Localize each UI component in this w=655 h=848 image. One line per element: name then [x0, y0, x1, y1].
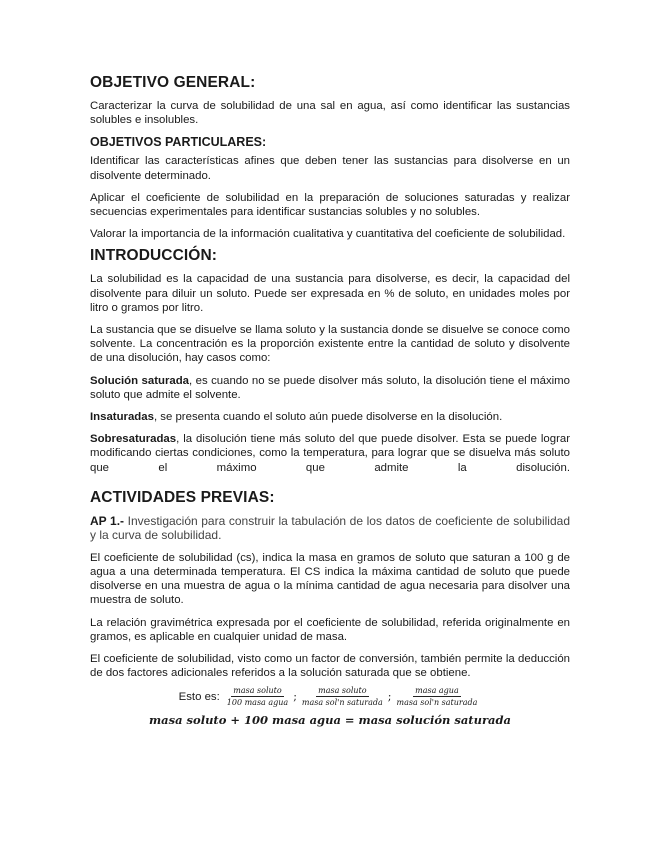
insaturadas-text: , se presenta cuando el soluto aún puede disolverse en la disolución. [153, 411, 503, 424]
ap1-label: AP 1.- [90, 513, 125, 528]
saturada-paragraph [90, 374, 570, 402]
objetivo-particular-3: Valorar la importancia de la información cualitativa y cuantitativa del coeficiente de solubilidad. [90, 228, 566, 241]
sobresaturadas-paragraph [90, 432, 570, 475]
formula-prefix: Esto es: [178, 690, 220, 703]
insaturadas-paragraph [90, 410, 570, 424]
fraction-separator: ; [387, 690, 392, 704]
objetivos-particulares-heading: OBJETIVOS PARTICULARES: [90, 135, 267, 150]
fraction-numerator: masa soluto [318, 686, 367, 696]
fraction-numerator: masa agua [415, 686, 459, 696]
introduccion-heading: INTRODUCCIÓN: [90, 247, 218, 265]
sobresaturadas-term: Sobresaturadas [90, 433, 177, 446]
fraction-agua-solucion [395, 686, 480, 707]
fraction-denominator: masa sol'n saturada [396, 698, 478, 708]
objetivo-general-text: Caracterizar la curva de solubilidad de una sal en agua, así como identificar las sustancias solubles e insolubles. [90, 100, 570, 127]
actividades-paragraph-2: La relación gravimétrica expresada por el coeficiente de solubilidad, referida originalmente en gramos, es aplicable en cualquier unidad de masa. [90, 616, 570, 643]
objetivo-general-heading: OBJETIVO GENERAL: [90, 74, 256, 91]
introduccion-paragraph-1: La solubilidad es la capacidad de una sustancia para disolverse, es decir, la capacidad del disolvente para diluir un soluto. Puede ser expresada en % de soluto, en unidades moles por litro o gramos por litro. [90, 273, 570, 314]
saturada-term: Solución saturada [90, 374, 190, 387]
actividades-previas-heading: ACTIVIDADES PREVIAS: [90, 488, 275, 506]
sobresaturadas-text: , la disolución tiene más soluto del que puede disolver. Esta se puede lograr modificando ciertas condiciones, como la temperatura, para lograr que se disuelva más soluto que el máximo que admite la disolución. [90, 433, 570, 474]
ap1-paragraph [90, 514, 570, 543]
fraction-soluto-agua [225, 686, 290, 707]
fraction-separator: ; [293, 690, 297, 704]
actividades-paragraph-3: El coeficiente de solubilidad, visto como un factor de conversión, también permite la deducción de dos factores adicionales referidos a la solución saturada que se obtiene. [90, 653, 570, 680]
saturada-text: , es cuando no se puede disolver más soluto, la disolución tiene el máximo soluto que admite el solvente. [90, 374, 570, 401]
saturated-solution-equation: masa soluto + 100 masa agua = masa solución saturada [149, 713, 511, 728]
fraction-denominator: masa sol'n saturada [301, 698, 383, 708]
ap1-text: Investigación para construir la tabulación de los datos de coeficiente de solubilidad y la curva de solubilidad. [90, 513, 570, 543]
fraction-soluto-solucion [300, 686, 385, 707]
objetivo-particular-1: Identificar las características afines que deben tener las sustancias para disolverse en un disolvente determinado. [90, 155, 570, 182]
fraction-denominator: 100 masa agua [226, 698, 289, 708]
objetivo-particular-2: Aplicar el coeficiente de solubilidad en la preparación de soluciones saturadas y realizar secuencias experimentales para identificar sustancias solubles y no solubles. [90, 191, 570, 219]
actividades-paragraph-1: El coeficiente de solubilidad (cs), indica la masa en gramos de soluto que saturan a 100 g de agua a una determinada temperatura. El CS indica la máxima cantidad de soluto que puede disolverse en una muestra de agua o la mínima cantidad de agua necesaria para disolver una muestra de soluto. [90, 551, 570, 607]
insaturadas-term: Insaturadas [90, 411, 154, 424]
conversion-factors-formula [90, 686, 570, 707]
fraction-numerator: masa soluto [233, 686, 282, 696]
introduccion-paragraph-2: La sustancia que se disuelve se llama soluto y la sustancia donde se disuelve se conoce como solvente. La concentración es la proporción existente entre la cantidad de soluto y disolvente de una disolución, hay casos como: [90, 324, 570, 365]
document-page [90, 74, 570, 727]
